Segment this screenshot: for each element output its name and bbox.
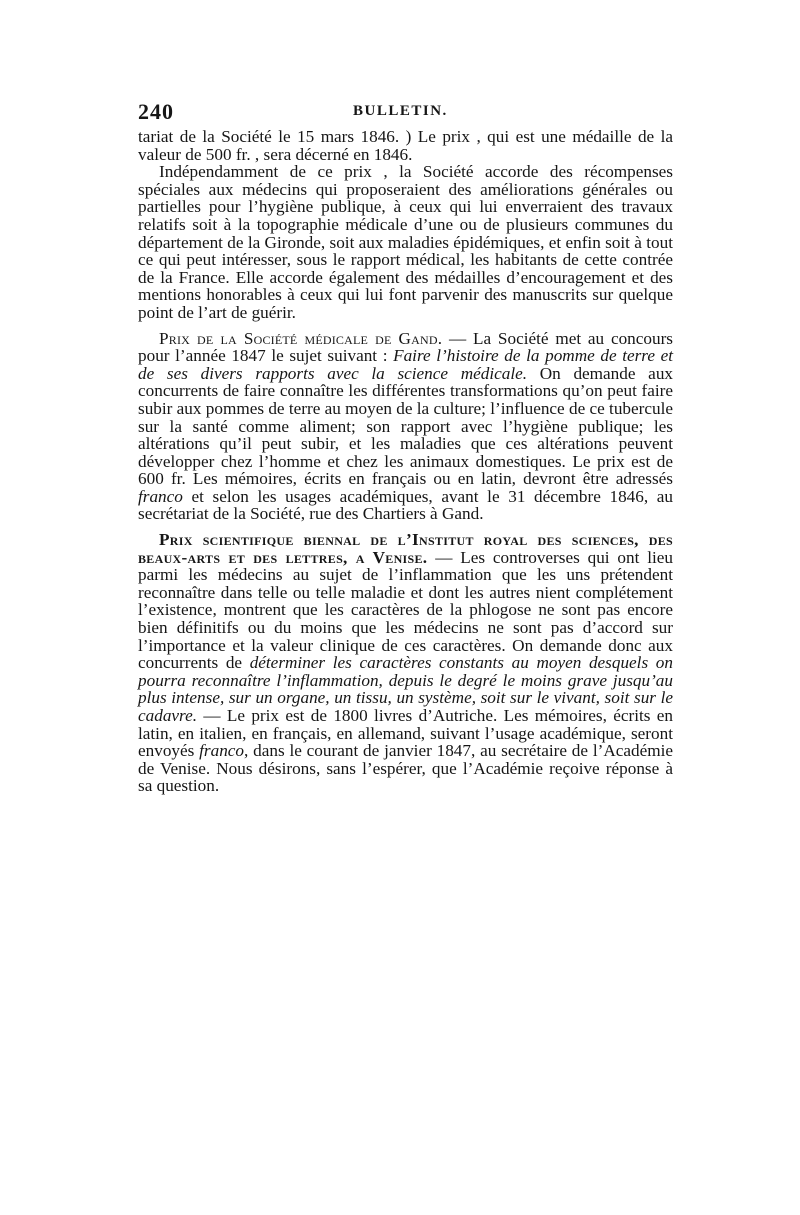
paragraph-recompenses: Indépendamment de ce prix , la Société accorde des récompenses spéciales aux médecins qui proposeraient des améliorations générales ou partielles pour l’hygiène publique, à ceux qui lui enverraient des travaux relatifs soit à la topographie médicale d’une ou de plusieurs communes du département de la Gironde, soit aux maladies épidémiques, et enfin soit à tout ce qui peut intéresser, sous le rapport médical, les habitants de cette contrée de la France. Elle accorde également des médailles d’encouragement et des mentions honorables à ceux qui lui font parvenir des manuscrits sur quelque point de l’art de guérir. (138, 162, 673, 322)
paragraph-continuation: tariat de la Société le 15 mars 1846. ) Le prix , qui est une médaille de la valeur de 500 fr. , sera décerné en 1846. (138, 127, 673, 164)
heading-dash: — (427, 547, 461, 567)
gand-text-part-2: On demande aux concurrents de faire connaître les différentes transformations qu’on peut faire subir aux pommes de terre au moyen de la culture; l’influence de ce tubercule sur la santé comme aliment; son rapport avec l’hygiène publique; les altérations qu’il peut subir, et les maladies que ces altérations peuvent développer chez l’homme et chez les animaux domestiques. Le prix est de 600 fr. Les mémoires, écrits en français ou en latin, devront être adressés (138, 363, 674, 489)
venise-franco-italic: franco (199, 741, 245, 761)
venise-text-part-2: — Le prix est de 1800 livres d’Autriche. Les mémoires, écrits en latin, en italien, en français, en allemand, suivant l’usage académique, seront envoyés (138, 706, 673, 761)
section-heading-venise: Prix scientifique biennal de l’Institut royal des sciences, des beaux-arts et des lettres, a Venise. (138, 530, 673, 567)
gand-subject-italic: Faire l’histoire de la pomme de terre et de ses divers rapports avec la science médicale. (138, 346, 673, 383)
running-head (138, 99, 673, 125)
section-heading-gand: Prix de la Société médicale de Gand. (159, 328, 443, 348)
section-prix-venise (138, 531, 673, 795)
gand-text-part-3: et selon les usages académiques, avant le 31 décembre 1846, au secrétariat de la Société, rue des Chartiers à Gand. (138, 486, 673, 524)
page-number: 240 (138, 99, 174, 124)
running-title: BULLETIN. (353, 103, 448, 119)
gand-text-part-1: La Société met au concours pour l’année 1847 le sujet suivant : (138, 328, 673, 366)
venise-text-part-3: , dans le courant de janvier 1847, au secrétaire de l’Académie de Venise. Nous désirons, sans l’espérer, que l’Académie reçoive réponse à sa question. (138, 741, 673, 796)
section-venise-paragraph (138, 531, 673, 795)
body-text (138, 128, 673, 795)
section-gand-paragraph (138, 330, 673, 524)
venise-subject-italic: déterminer les caractères constants au moyen desquels on pourra reconnaître l’inflammation, depuis le degré le moins grave jusqu’au plus intense, sur un organe, un tissu, un système, soit sur le vivant, soit sur le cadavre. (138, 653, 673, 725)
heading-dash: — (442, 328, 473, 348)
section-prix-gand (138, 330, 673, 524)
gand-franco-italic: franco (138, 486, 183, 506)
venise-text-part-1: Les controverses qui ont lieu parmi les médecins au sujet de l’inflammation que les uns prétendent reconnaître dans telle ou telle maladie et dont les autres nient complétement l’existence, montrent que les caractères de la phlogose ne sont pas encore bien définitifs ou du moins que les médecins ne sont pas d’accord sur l’importance et la valeur clinique de ces caractères. On demande donc aux concurrents de (138, 547, 673, 673)
